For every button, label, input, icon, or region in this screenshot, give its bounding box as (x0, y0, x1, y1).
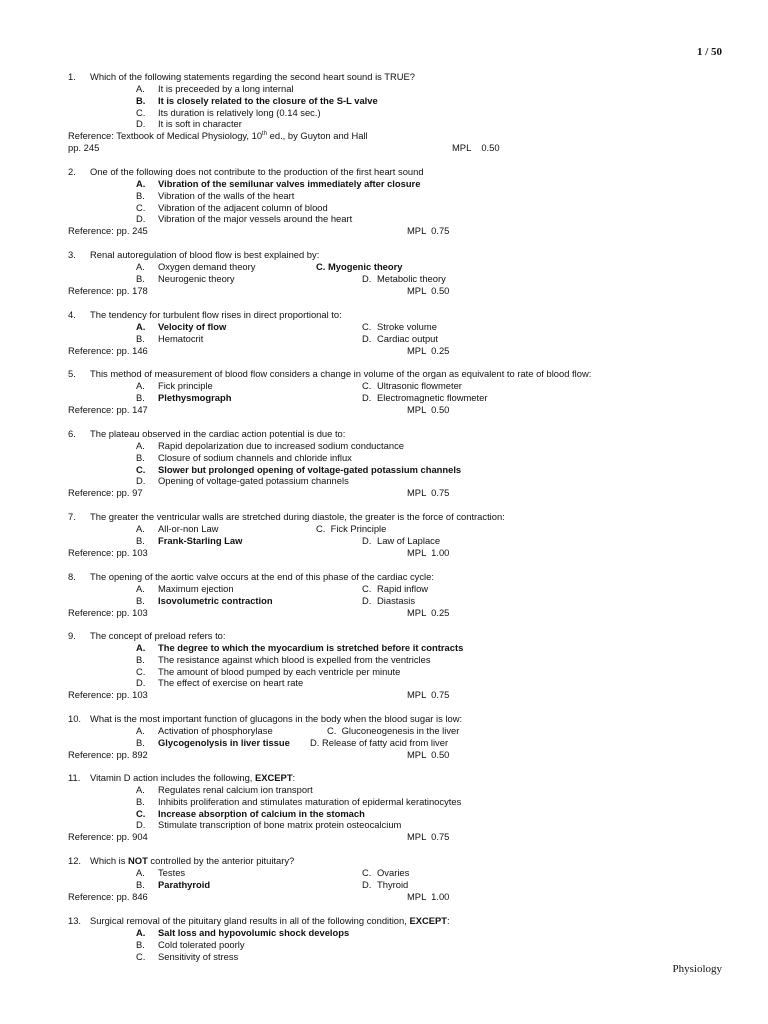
question-number: 13. (68, 915, 82, 926)
option-row (68, 118, 728, 130)
option-text: Electromagnetic flowmeter (377, 391, 488, 403)
option-text: Rapid inflow (377, 583, 429, 594)
reference-text: Reference: pp. 892 (68, 748, 148, 760)
option-row (68, 380, 728, 392)
option-row (68, 796, 728, 808)
option-letter: C. (136, 665, 146, 677)
question-stem: The concept of preload refers to: (90, 630, 226, 641)
option-letter: A. (136, 178, 146, 189)
option-letter: D. (362, 391, 372, 403)
option-text: Opening of voltage-gated potassium channels (158, 475, 349, 487)
option-letter: D. (310, 736, 320, 748)
option-row (68, 867, 728, 879)
option-text: Neurogenic theory (158, 272, 235, 284)
option-letter: C. (362, 321, 372, 332)
option-c (316, 523, 386, 535)
option-letter: A. (136, 867, 145, 878)
footer-subject: Physiology (672, 963, 722, 975)
question-stem: This method of measurement of blood flow considers a change in volume of the organ as equivalent to rate of blood flow: (90, 368, 592, 379)
option-letter: D. (362, 878, 372, 890)
option-text: Maximum ejection (158, 583, 234, 594)
option-row (68, 261, 728, 273)
option-text: Closure of sodium channels and chloride influx (158, 451, 352, 463)
option-c (327, 725, 459, 737)
option-row (68, 321, 728, 333)
mpl-value: MPL 0.25 (407, 344, 450, 356)
option-row (68, 725, 728, 737)
option-row (68, 190, 728, 202)
question-stem: The greater the ventricular walls are stretched during diastole, the greater is the force of contraction: (90, 511, 505, 522)
reference-text: Reference: pp. 103 (68, 546, 148, 558)
option-d (310, 737, 448, 749)
question-stem-emphasis: NOT (128, 855, 148, 866)
question-5 (68, 368, 728, 415)
question-8 (68, 571, 728, 618)
option-text: Fick Principle (330, 523, 387, 534)
option-row-correct (68, 95, 728, 107)
reference-line (68, 404, 728, 416)
reference-line (68, 547, 728, 559)
option-text-correct: Parathyroid (158, 878, 211, 890)
reference-text: Reference: pp. 245 (68, 225, 148, 237)
question-number: 2. (68, 166, 76, 177)
question-number: 10. (68, 713, 82, 724)
option-letter: D. (136, 213, 146, 225)
question-4 (68, 309, 728, 356)
reference-text: Reference: Textbook of Medical Physiology, 10 (68, 130, 263, 142)
option-text: Fick principle (158, 380, 213, 391)
option-text: It is closely related to the closure of the S-L valve (158, 94, 378, 106)
option-text: The amount of blood pumped by each ventricle per minute (158, 665, 401, 677)
option-text: Vibration of the walls of the heart (158, 189, 295, 201)
option-letter: D. (136, 819, 146, 831)
reference-line (68, 487, 728, 499)
option-letter: C. (316, 523, 326, 534)
option-letter: D. (136, 475, 146, 487)
option-row (68, 107, 728, 119)
option-letter: B. (136, 736, 145, 748)
option-letter: A. (136, 725, 145, 736)
option-row (68, 879, 728, 891)
option-letter: D. (362, 332, 372, 344)
option-letter: B. (136, 795, 145, 807)
mpl-value: MPL 0.75 (407, 487, 450, 499)
option-row (68, 677, 728, 689)
reference-line (68, 749, 728, 761)
question-number: 9. (68, 630, 76, 641)
option-text: Cardiac output (377, 332, 438, 344)
option-row (68, 523, 728, 535)
question-stem: What is the most important function of glucagons in the body when the blood sugar is low: (90, 713, 463, 724)
reference-text: Reference: pp. 103 (68, 689, 148, 701)
option-text-correct: Plethysmograph (158, 391, 232, 403)
option-text-correct: Glycogenolysis in liver tissue (158, 736, 290, 748)
question-9 (68, 630, 728, 701)
question-number: 5. (68, 368, 76, 379)
reference-line (68, 891, 728, 903)
option-letter: B. (136, 391, 145, 403)
option-text: Oxygen demand theory (158, 261, 256, 272)
option-row (68, 535, 728, 547)
question-number: 7. (68, 511, 76, 522)
mpl-value: MPL 0.50 (407, 284, 450, 296)
option-letter: C. (327, 725, 337, 736)
mpl-value: MPL 0.75 (407, 225, 450, 237)
reference-line (68, 607, 728, 619)
question-stem: Which is (90, 855, 129, 866)
mpl-value: MPL 0.50 (452, 141, 500, 153)
question-1 (68, 71, 728, 154)
option-text: The degree to which the myocardium is stretched before it contracts (158, 642, 464, 653)
option-text: Regulates renal calcium ion transport (158, 784, 313, 795)
reference-line (68, 345, 728, 357)
option-text-correct: Frank-Starling Law (158, 534, 243, 546)
option-text: It is preceeded by a long internal (158, 83, 294, 94)
option-row-correct (68, 464, 728, 476)
question-11 (68, 772, 728, 843)
mpl-value: MPL 0.50 (407, 403, 450, 415)
option-letter: A. (136, 261, 145, 272)
option-letter: B. (136, 332, 145, 344)
reference-line (68, 225, 728, 237)
question-stem: The tendency for turbulent flow rises in direct proportional to: (90, 309, 342, 320)
question-stem: : (446, 915, 450, 926)
option-letter: A. (136, 642, 146, 653)
option-text: Inhibits proliferation and stimulates maturation of epidermal keratinocytes (158, 795, 462, 807)
option-row (68, 475, 728, 487)
option-letter: C. (136, 201, 146, 213)
option-text: Vibration of the adjacent column of blood (158, 201, 328, 213)
reference-text: Reference: pp. 904 (68, 831, 148, 843)
reference-line (68, 831, 728, 843)
option-text: It is soft in character (158, 118, 242, 130)
option-text: Gluconeogenesis in the liver (341, 725, 460, 736)
option-row (68, 666, 728, 678)
option-row (68, 737, 728, 749)
option-row-correct (68, 642, 728, 654)
option-row (68, 202, 728, 214)
reference-pages: pp. 245 (68, 141, 100, 153)
question-number: 6. (68, 428, 76, 439)
option-text: Cold tolerated poorly (158, 938, 245, 950)
option-letter: B. (136, 938, 145, 950)
mpl-value: MPL 0.75 (407, 831, 450, 843)
option-letter: B. (136, 451, 145, 463)
option-text: Law of Laplace (377, 534, 441, 546)
reference-line (68, 285, 728, 297)
option-letter: B. (136, 534, 145, 546)
option-letter: C. (136, 463, 146, 475)
question-number: 12. (68, 855, 82, 866)
reference-line (68, 130, 728, 142)
mpl-value: MPL 1.00 (407, 546, 450, 558)
reference-text: Reference: pp. 178 (68, 284, 148, 296)
question-2 (68, 166, 728, 237)
question-stem: The plateau observed in the cardiac action potential is due to: (90, 428, 346, 439)
question-number: 1. (68, 71, 76, 82)
option-letter: C. (362, 867, 372, 878)
reference-text: Reference: pp. 97 (68, 487, 143, 499)
question-number: 4. (68, 309, 76, 320)
option-text: Thyroid (377, 878, 409, 890)
option-letter: C. (136, 950, 146, 962)
option-letter: D. (362, 594, 372, 606)
option-letter: B. (136, 272, 145, 284)
question-stem: Surgical removal of the pituitary gland results in all of the following condition, (90, 915, 410, 926)
option-text: Sensitivity of stress (158, 950, 239, 962)
option-text: Ultrasonic flowmeter (377, 380, 462, 391)
option-letter: C. (362, 380, 372, 391)
option-row (68, 452, 728, 464)
question-number: 8. (68, 571, 76, 582)
option-letter: A. (136, 440, 145, 451)
reference-pages-line (68, 142, 728, 154)
question-10 (68, 713, 728, 760)
option-text: Metabolic theory (377, 272, 446, 284)
option-letter: A. (136, 321, 146, 332)
option-text: Its duration is relatively long (0.14 sec.) (158, 106, 321, 118)
option-row (68, 440, 728, 452)
option-text: Hematocrit (158, 332, 204, 344)
option-letter: D. (362, 534, 372, 546)
option-text: Increase absorption of calcium in the stomach (158, 807, 365, 819)
question-stem: controlled by the anterior pituitary? (147, 855, 295, 866)
question-stem-emphasis: EXCEPT (409, 915, 447, 926)
option-row (68, 819, 728, 831)
question-stem: : (292, 772, 296, 783)
option-row (68, 654, 728, 666)
option-row (68, 939, 728, 951)
option-row (68, 83, 728, 95)
option-letter: D. (136, 677, 146, 689)
question-stem: Which of the following statements regarding the second heart sound is TRUE? (90, 71, 416, 82)
option-text: Ovaries (377, 867, 410, 878)
reference-text: Reference: pp. 146 (68, 344, 148, 356)
question-6 (68, 428, 728, 499)
option-letter: A. (136, 784, 145, 795)
mpl-value: MPL 0.25 (407, 606, 450, 618)
reference-text: Reference: pp. 846 (68, 890, 148, 902)
option-text: Stroke volume (377, 321, 437, 332)
option-letter: A. (136, 927, 146, 938)
option-letter: A. (136, 583, 145, 594)
option-letter: B. (136, 653, 145, 665)
option-letter: C. (136, 106, 146, 118)
reference-line (68, 689, 728, 701)
option-text: Release of fatty acid from liver (321, 736, 449, 748)
option-letter: B. (136, 594, 145, 606)
option-letter: B. (136, 189, 145, 201)
page-number: 1 / 50 (696, 46, 722, 58)
reference-text: Reference: pp. 147 (68, 403, 148, 415)
option-text: Activation of phosphorylase (158, 725, 273, 736)
option-letter: B. (136, 94, 146, 106)
option-letter: A. (136, 83, 145, 94)
reference-superscript: th (262, 131, 268, 138)
reference-text: Reference: pp. 103 (68, 606, 148, 618)
option-row-correct (68, 178, 728, 190)
option-text: Slower but prolonged opening of voltage-gated potassium channels (158, 463, 462, 475)
mpl-value: MPL 1.00 (407, 890, 450, 902)
question-13 (68, 915, 728, 962)
option-text: Rapid depolarization due to increased sodium conductance (158, 440, 404, 451)
question-number: 3. (68, 249, 76, 260)
option-row (68, 784, 728, 796)
question-stem-emphasis: EXCEPT (255, 772, 293, 783)
mpl-value: MPL 0.75 (407, 689, 450, 701)
option-letter: C. (136, 807, 146, 819)
option-row-correct (68, 927, 728, 939)
option-text: Diastasis (377, 594, 416, 606)
question-3 (68, 249, 728, 296)
question-stem: Vitamin D action includes the following, (90, 772, 256, 783)
option-text: Myogenic theory (327, 261, 403, 272)
question-stem: The opening of the aortic valve occurs at the end of this phase of the cardiac cycle: (90, 571, 434, 582)
option-letter: A. (136, 523, 145, 534)
option-letter: D. (362, 272, 372, 284)
option-text: Stimulate transcription of bone matrix protein osteocalcium (158, 819, 402, 831)
option-row (68, 392, 728, 404)
question-stem: One of the following does not contribute to the production of the first heart sound (90, 166, 424, 177)
option-row (68, 273, 728, 285)
option-text: All-or-non Law (158, 523, 219, 534)
option-row (68, 213, 728, 225)
option-correct (316, 261, 402, 273)
question-7 (68, 511, 728, 558)
option-row (68, 583, 728, 595)
option-row (68, 951, 728, 963)
option-text: The resistance against which blood is expelled from the ventricles (158, 653, 431, 665)
option-row (68, 595, 728, 607)
option-text-correct: Velocity of flow (158, 321, 227, 332)
question-stem: Renal autoregulation of blood flow is best explained by: (90, 249, 320, 260)
option-text: The effect of exercise on heart rate (158, 677, 304, 689)
option-text: Vibration of the major vessels around the heart (158, 213, 353, 225)
question-number: 11. (68, 772, 81, 783)
mpl-value: MPL 0.50 (407, 748, 450, 760)
option-row (68, 333, 728, 345)
option-text: Vibration of the semilunar valves immediately after closure (158, 178, 421, 189)
option-letter: C. (316, 261, 326, 272)
option-letter: A. (136, 380, 145, 391)
option-letter: B. (136, 878, 145, 890)
option-letter: D. (136, 118, 146, 130)
question-12 (68, 855, 728, 902)
option-letter: C. (362, 583, 372, 594)
reference-text: ed., by Guyton and Hall (267, 130, 368, 142)
option-row-correct (68, 808, 728, 820)
option-text: Salt loss and hypovolumic shock develops (158, 927, 350, 938)
option-text-correct: Isovolumetric contraction (158, 594, 273, 606)
option-text: Testes (158, 867, 186, 878)
